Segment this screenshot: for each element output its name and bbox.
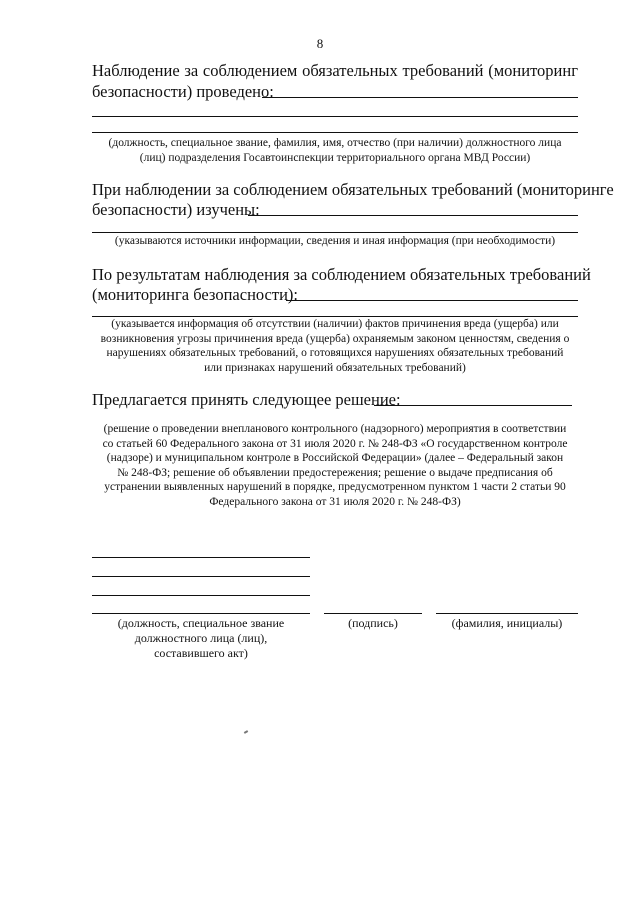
section2-line1: При наблюдении за соблюдением обязательных требований (мониторинге: [92, 180, 614, 199]
position-fill-line-1[interactable]: [92, 557, 310, 558]
page-number: 8: [316, 36, 324, 51]
position-fill-line-3[interactable]: [92, 595, 310, 596]
position-fill-line-4[interactable]: [92, 613, 310, 614]
section2-fill-line-2[interactable]: [92, 232, 578, 233]
section1-line1: Наблюдение за соблюдением обязательных требований (мониторинг: [92, 61, 578, 80]
signature-caption: (подпись): [348, 616, 398, 630]
section1-note: [92, 136, 578, 165]
section3-note-line3: нарушениях обязательных требований, о готовящихся нарушениях обязательных требований: [106, 347, 564, 359]
section1-fill-line-2[interactable]: [92, 116, 578, 117]
section3-note: [92, 317, 578, 375]
position-caption-line2: должностного лица (лиц),: [134, 631, 268, 645]
section1-line2: безопасности) проведено:: [92, 82, 274, 101]
section4-fill-line[interactable]: [374, 405, 572, 406]
section2-note: [92, 234, 578, 249]
section1-fill-line-1[interactable]: [262, 97, 578, 98]
section3-note-line2: возникновения угрозы причинения вреда (ущерба) охраняемым законом ценностям, сведения о: [100, 332, 570, 345]
section4-note-line1: (решение о проведении внепланового контрольного (надзорного) мероприятия в соответствии: [103, 423, 567, 435]
section4-note-line5: устранении выявленных нарушений в порядке, предусмотренном пунктом 1 части 2 статьи 90: [104, 481, 566, 493]
section2-line2: безопасности) изучены:: [92, 200, 260, 219]
section4-note-line3: (надзоре) и муниципальном контроле в Российской Федерации» (далее – Федеральный закон: [106, 452, 564, 464]
signature-fill-line[interactable]: [324, 613, 422, 614]
section3-line1: По результатам наблюдения за соблюдением обязательных требований: [92, 265, 591, 284]
section1-fill-line-3[interactable]: [92, 132, 578, 133]
section2-note-line1: (указываются источники информации, сведения и иная информация (при необходимости): [114, 235, 556, 247]
section3-fill-line-1[interactable]: [286, 300, 578, 301]
section4-note-line4: № 248-ФЗ; решение об объявлении предостережения; решение о выдаче предписания об: [117, 466, 553, 479]
name-fill-line[interactable]: [436, 613, 578, 614]
section2-fill-line-1[interactable]: [248, 215, 578, 216]
position-caption-line3: составившего акт): [154, 646, 248, 660]
position-caption: [92, 616, 310, 661]
section3-note-line1: (указывается информация об отсутствии (наличии) фактов причинения вреда (ущерба) или: [111, 318, 559, 330]
section1-note-line2: (лиц) подразделения Госавтоинспекции территориального органа МВД России): [139, 151, 531, 164]
section4-line1: Предлагается принять следующее решение:: [92, 390, 401, 409]
section3-note-line4: или признаках нарушений обязательных требований): [204, 361, 466, 374]
position-caption-line1: (должность, специальное звание: [117, 616, 285, 630]
position-fill-line-2[interactable]: [92, 576, 310, 577]
section4-note-line6: Федерального закона от 31 июля 2020 г. № 248-ФЗ): [209, 495, 461, 508]
section4-note-line2: со статьей 60 Федерального закона от 31 июля 2020 г. № 248-ФЗ «О государственном контроле: [102, 437, 568, 450]
scan-speck: [244, 730, 248, 734]
section4-note: [92, 422, 578, 509]
section3-line2: (мониторинга безопасности):: [92, 285, 299, 304]
section1-note-line1: (должность, специальное звание, фамилия, имя, отчество (при наличии) должностного лица: [108, 137, 562, 149]
name-caption: (фамилия, инициалы): [451, 616, 563, 630]
